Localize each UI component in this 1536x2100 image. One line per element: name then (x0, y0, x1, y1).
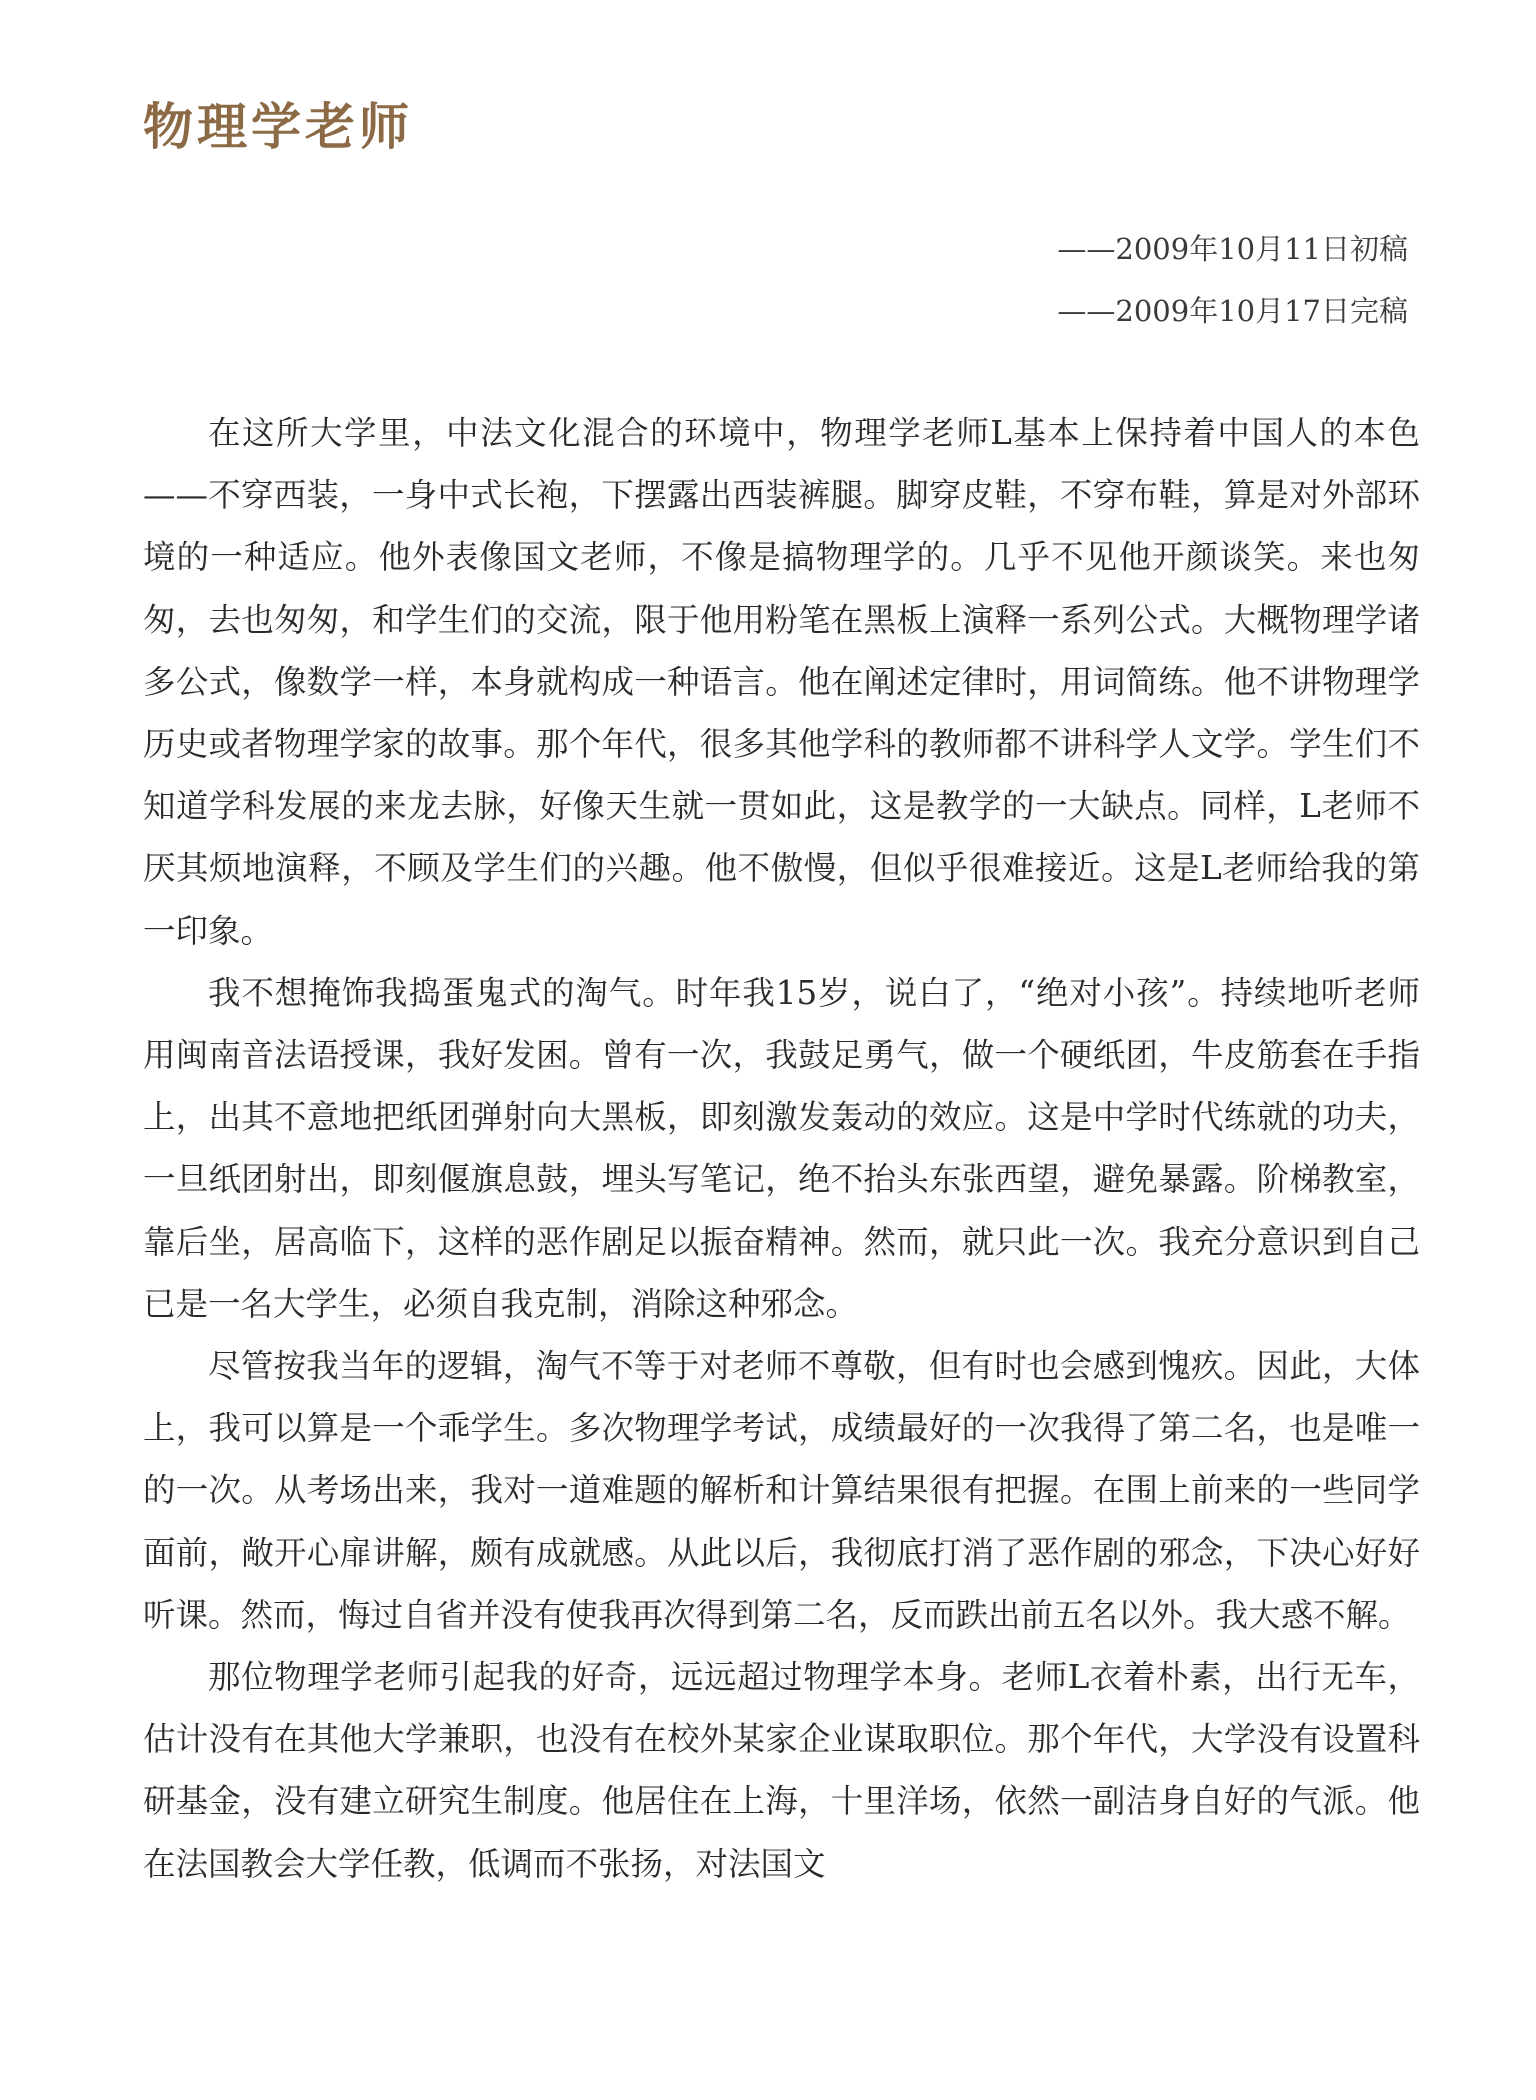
draft-date: ——2009年10月11日初稿 (1057, 232, 1408, 266)
paragraph: 我不想掩饰我捣蛋鬼式的淘气。时年我15岁，说白了，“绝对小孩”。持续地听老师用闽南音法语授课，我好发困。曾有一次，我鼓足勇气，做一个硬纸团，牛皮筋套在手指上，出其不意地把纸团弹射向大黑板，即刻激发轰动的效应。这是中学时代练就的功夫，一旦纸团射出，即刻偃旗息鼓，埋头写笔记，绝不抬头东张西望，避免暴露。阶梯教室，靠后坐，居高临下，这样的恶作剧足以振奋精神。然而，就只此一次。我充分意识到自己已是一名大学生，必须自我克制，消除这种邪念。 (143, 973, 1420, 1323)
paragraph: 在这所大学里，中法文化混合的环境中，物理学老师L基本上保持着中国人的本色——不穿西装，一身中式长袍，下摆露出西装裤腿。脚穿皮鞋，不穿布鞋，算是对外部环境的一种适应。他外表像国文老师，不像是搞物理学的。几乎不见他开颜谈笑。来也匆匆，去也匆匆，和学生们的交流，限于他用粉笔在黑板上演释一系列公式。大概物理学诸多公式，像数学一样，本身就构成一种语言。他在阐述定律时，用词简练。他不讲物理学历史或者物理学家的故事。那个年代，很多其他学科的教师都不讲科学人文学。学生们不知道学科发展的来龙去脉，好像天生就一贯如此，这是教学的一大缺点。同样，L老师不厌其烦地演释，不顾及学生们的兴趣。他不傲慢，但似乎很难接近。这是L老师给我的第一印象。 (143, 414, 1420, 950)
article-body (143, 402, 1420, 1895)
final-date: ——2009年10月17日完稿 (1057, 294, 1408, 328)
paragraph: 那位物理学老师引起我的好奇，远远超过物理学本身。老师L衣着朴素，出行无车，估计没有在其他大学兼职，也没有在校外某家企业谋取职位。那个年代，大学没有设置科研基金，没有建立研究生制度。他居住在上海，十里洋场，依然一副洁身自好的气派。他在法国教会大学任教，低调而不张扬，对法国文 (143, 1658, 1420, 1883)
page-title: 物理学老师 (143, 97, 413, 156)
date-notes (1057, 218, 1408, 342)
paragraph: 尽管按我当年的逻辑，淘气不等于对老师不尊敬，但有时也会感到愧疚。因此，大体上，我可以算是一个乖学生。多次物理学考试，成绩最好的一次我得了第二名，也是唯一的一次。从考场出来，我对一道难题的解析和计算结果很有把握。在围上前来的一些同学面前，敞开心扉讲解，颇有成就感。从此以后，我彻底打消了恶作剧的邪念，下决心好好听课。然而，悔过自省并没有使我再次得到第二名，反而跌出前五名以外。我大惑不解。 (143, 1347, 1420, 1634)
